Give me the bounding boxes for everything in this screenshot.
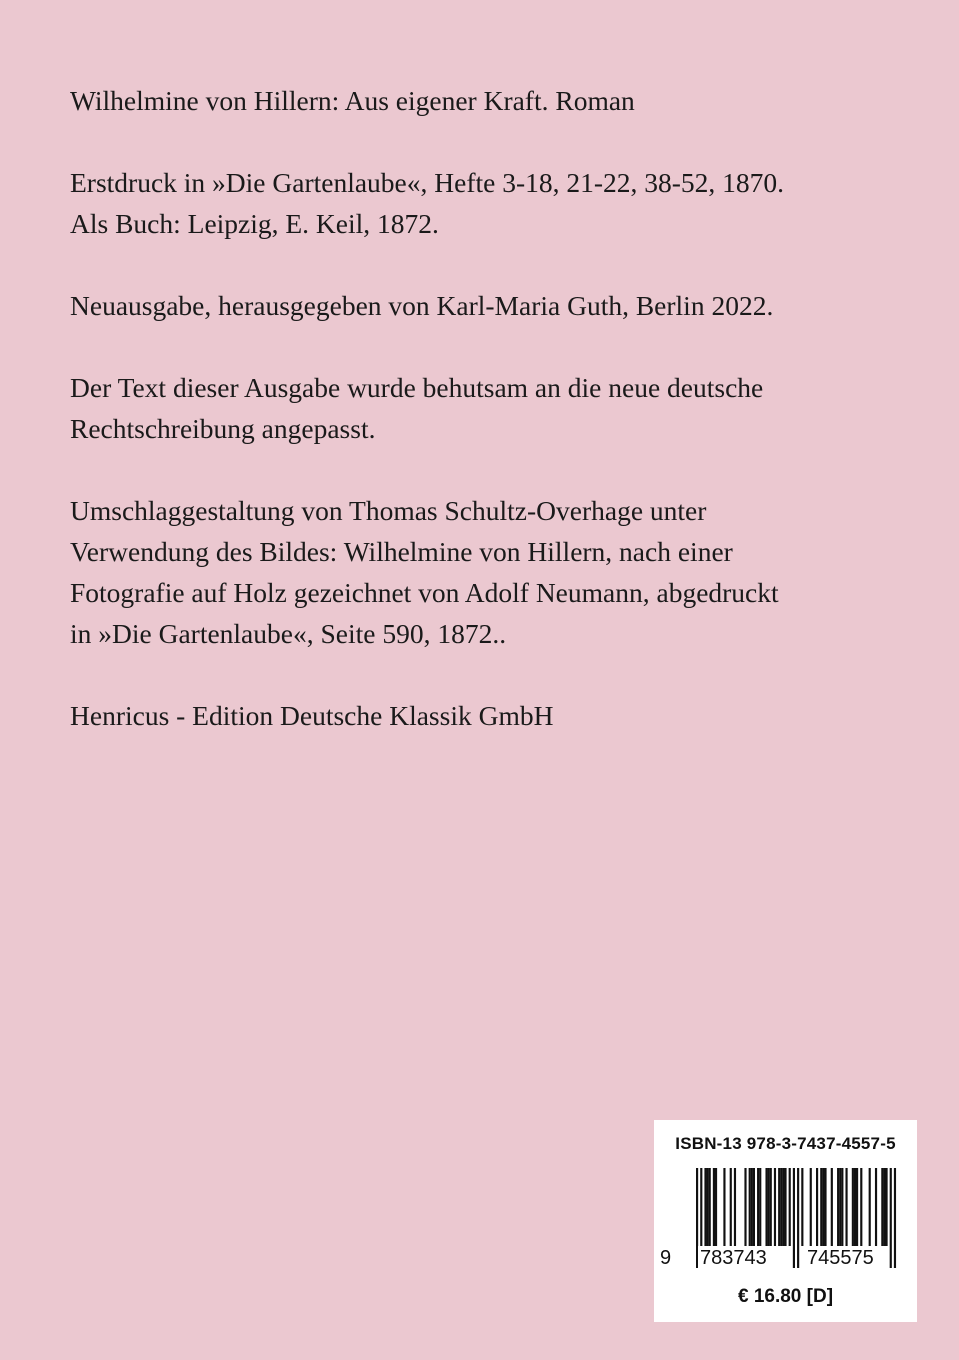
barcode-bar [831, 1168, 833, 1246]
barcode-bar [782, 1168, 784, 1246]
orthography-line: Der Text dieser Ausgabe wurde behutsam an die neue deutsche [70, 372, 764, 403]
barcode-digits-right: 745575 [807, 1247, 874, 1269]
cover-design-line: Umschlaggestaltung von Thomas Schultz-Overhage unter [70, 495, 707, 526]
barcode-bar [784, 1168, 786, 1246]
barcode-bar [845, 1168, 847, 1246]
barcode-bar [894, 1168, 896, 1268]
barcode-bar [820, 1168, 822, 1246]
barcode-bar [765, 1168, 767, 1246]
barcode-bar [774, 1168, 776, 1246]
orthography-line: Rechtschreibung angepasst. [70, 413, 376, 444]
title-line [70, 80, 890, 121]
barcode-bar [881, 1168, 883, 1246]
barcode-bar [734, 1168, 736, 1246]
barcode-bar [713, 1168, 715, 1246]
barcode-bar [751, 1168, 753, 1246]
barcode-bar [883, 1168, 885, 1246]
orthography-note [70, 367, 890, 449]
new-edition-info [70, 285, 890, 326]
first-print-info [70, 162, 890, 244]
barcode-bar [759, 1168, 761, 1246]
barcode-bar [885, 1168, 887, 1246]
barcode-bar [753, 1168, 755, 1246]
barcode-bar [875, 1168, 877, 1246]
first-print-line: Erstdruck in »Die Gartenlaube«, Hefte 3-18, 21-22, 38-52, 1870. [70, 167, 785, 198]
barcode-bar [801, 1168, 803, 1246]
cover-design-credit [70, 490, 890, 654]
barcode-bar [723, 1168, 725, 1246]
barcode-bar [780, 1168, 782, 1246]
barcode-bar [768, 1168, 770, 1246]
barcode-bar [816, 1168, 818, 1246]
barcode-bar [890, 1168, 892, 1268]
barcode-digits-left: 783743 [700, 1247, 767, 1269]
barcode-bar [841, 1168, 843, 1246]
barcode-bar [793, 1168, 795, 1268]
publisher-info [70, 695, 890, 736]
isbn-label: ISBN-13 978-3-7437-4557-5 [675, 1134, 896, 1153]
barcode-bar [824, 1168, 826, 1246]
first-print-line: Als Buch: Leipzig, E. Keil, 1872. [70, 208, 439, 239]
publisher-line: Henricus - Edition Deutsche Klassik GmbH [70, 700, 554, 731]
barcode-bar [837, 1168, 839, 1246]
barcode-bar [730, 1168, 732, 1246]
title-line-text: Wilhelmine von Hillern: Aus eigener Kraft. Roman [70, 85, 635, 116]
new-edition-line: Neuausgabe, herausgegeben von Karl-Maria Guth, Berlin 2022. [70, 290, 774, 321]
barcode-bar [852, 1168, 854, 1246]
barcode-bar [854, 1168, 856, 1246]
barcode-bar [704, 1168, 706, 1246]
isbn-barcode-box [654, 1120, 917, 1322]
barcode-digit-first: 9 [660, 1247, 672, 1269]
barcode-bar [869, 1168, 871, 1246]
barcode-bar [709, 1168, 711, 1246]
barcode-bar [860, 1168, 862, 1246]
barcode-bar [856, 1168, 858, 1246]
cover-design-line: Fotografie auf Holz gezeichnet von Adolf Neumann, abgedruckt [70, 577, 779, 608]
barcode-bar [822, 1168, 824, 1246]
colophon-text [70, 80, 890, 777]
cover-design-line: in »Die Gartenlaube«, Seite 590, 1872.. [70, 618, 507, 649]
barcode-bar [715, 1168, 717, 1246]
barcode-bar [707, 1168, 709, 1246]
barcode-bar [757, 1168, 759, 1246]
barcode-bar [789, 1168, 791, 1246]
barcode-bar [778, 1168, 780, 1246]
barcode-bar [770, 1168, 772, 1246]
barcode-bar [810, 1168, 812, 1246]
barcode-bar [797, 1168, 799, 1268]
barcode-bar [744, 1168, 746, 1246]
price-label: € 16.80 [D] [737, 1286, 834, 1307]
barcode-bar [839, 1168, 841, 1246]
barcode-bar [749, 1168, 751, 1246]
cover-design-line: Verwendung des Bildes: Wilhelmine von Hillern, nach einer [70, 536, 733, 567]
